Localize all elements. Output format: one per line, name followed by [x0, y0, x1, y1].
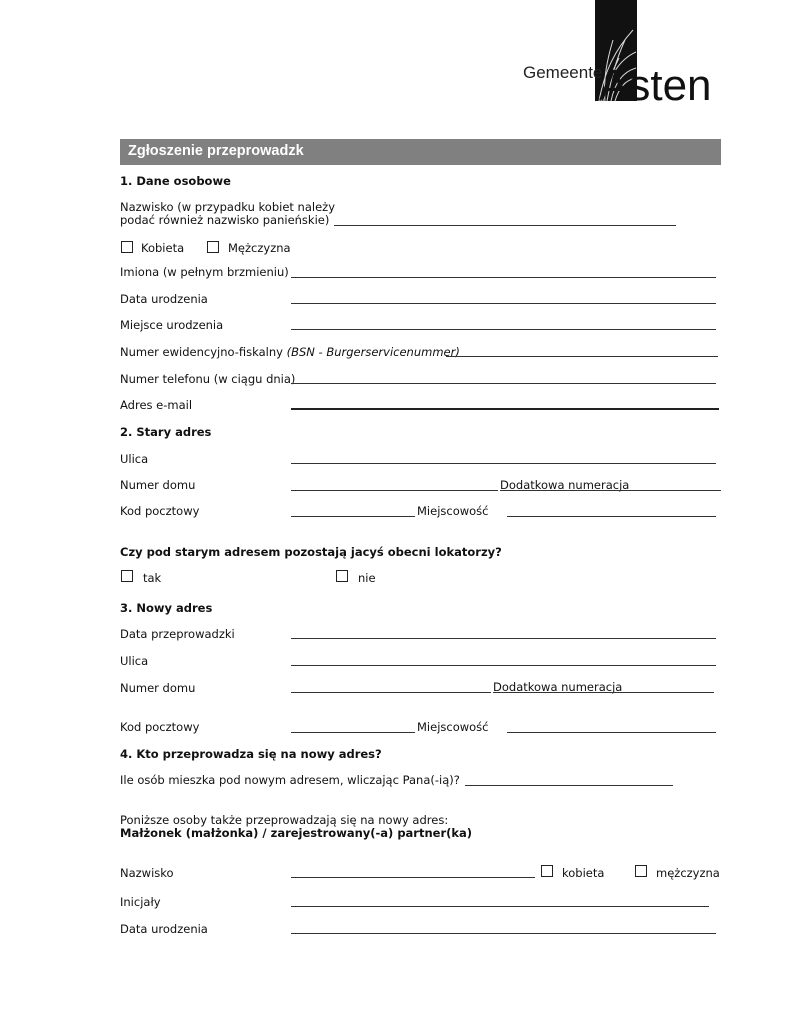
given-names-label: Imiona (w pełnym brzmieniu): [120, 265, 289, 279]
old-city-field[interactable]: [507, 516, 716, 517]
section1-heading: 1. Dane osobowe: [120, 174, 231, 188]
move-date-field[interactable]: [291, 638, 716, 639]
form-title: Zgłoszenie przeprowadzk: [128, 143, 304, 159]
occupants-yes-checkbox[interactable]: [121, 570, 133, 582]
old-extra-number-field[interactable]: [500, 490, 721, 491]
partner-birth-date-label: Data urodzenia: [120, 922, 208, 936]
female-checkbox[interactable]: [121, 241, 133, 253]
surname-field[interactable]: [334, 225, 676, 226]
bsn-field[interactable]: [446, 356, 718, 357]
form-title-banner: [120, 139, 721, 165]
occupants-no-checkbox[interactable]: [336, 570, 348, 582]
birth-date-label: Data urodzenia: [120, 292, 208, 306]
new-extra-number-label: Dodatkowa numeracja: [493, 680, 623, 694]
female-label: Kobieta: [141, 241, 185, 255]
new-house-number-label: Numer domu: [120, 681, 196, 695]
old-postcode-label: Kod pocztowy: [120, 504, 200, 518]
logo-word-gemeente: Gemeente: [523, 63, 603, 82]
old-street-field[interactable]: [291, 463, 716, 464]
male-checkbox[interactable]: [207, 241, 219, 253]
partner-male-label: mężczyzna: [656, 866, 720, 880]
partner-birth-date-field[interactable]: [291, 933, 716, 934]
also-moving-intro: Poniższe osoby także przeprowadzają się na nowy adres:: [120, 813, 449, 827]
old-city-label: Miejscowość: [417, 504, 489, 518]
old-street-label: Ulica: [120, 452, 149, 466]
partner-surname-label: Nazwisko: [120, 866, 174, 880]
given-names-field[interactable]: [291, 277, 716, 278]
bsn-label-text: Numer ewidencyjno-fiskalny: [120, 345, 283, 359]
partner-female-label: kobieta: [562, 866, 605, 880]
new-postcode-label: Kod pocztowy: [120, 720, 200, 734]
birth-place-label: Miejsce urodzenia: [120, 318, 224, 332]
residents-count-field[interactable]: [465, 785, 673, 786]
occupants-yes-label: tak: [143, 571, 162, 585]
surname-label-line1: Nazwisko (w przypadku kobiet należy: [120, 200, 336, 214]
partner-surname-field[interactable]: [291, 877, 535, 878]
partner-female-checkbox[interactable]: [541, 865, 553, 877]
bsn-hint: (BSN - Burgerservicenummer): [286, 345, 460, 359]
partner-initials-label: Inicjały: [120, 895, 161, 909]
move-date-label: Data przeprowadzki: [120, 627, 235, 641]
bsn-label: [120, 345, 460, 359]
new-postcode-field[interactable]: [291, 732, 415, 733]
partner-heading: Małżonek (małżonka) / zarejestrowany(-a) partner(ka): [120, 826, 473, 840]
male-label: Mężczyzna: [228, 241, 291, 255]
old-occupants-question: Czy pod starym adresem pozostają jacyś obecni lokatorzy?: [120, 545, 502, 559]
section3-heading: 3. Nowy adres: [120, 601, 213, 615]
old-house-number-label: Numer domu: [120, 478, 196, 492]
section4-heading: 4. Kto przeprowadza się na nowy adres?: [120, 747, 382, 761]
email-field[interactable]: [291, 408, 719, 410]
new-city-field[interactable]: [507, 732, 716, 733]
old-extra-number-label: Dodatkowa numeracja: [500, 478, 630, 492]
new-street-field[interactable]: [291, 665, 716, 666]
email-label: Adres e-mail: [120, 398, 193, 412]
old-house-number-field[interactable]: [291, 490, 498, 491]
section2-heading: 2. Stary adres: [120, 425, 212, 439]
surname-label-line2: podać również nazwisko panieńskie): [120, 213, 330, 227]
new-extra-number-field[interactable]: [493, 692, 714, 693]
old-postcode-field[interactable]: [291, 516, 415, 517]
partner-male-checkbox[interactable]: [635, 865, 647, 877]
phone-label: Numer telefonu (w ciągu dnia): [120, 372, 296, 386]
new-house-number-field[interactable]: [291, 692, 491, 693]
phone-field[interactable]: [291, 383, 716, 384]
partner-initials-field[interactable]: [291, 906, 709, 907]
municipality-logo: [515, 0, 730, 105]
new-city-label: Miejscowość: [417, 720, 489, 734]
residents-count-label: Ile osób mieszka pod nowym adresem, wliczając Pana(-ią)?: [120, 773, 460, 787]
logo-word-asten: Asten: [599, 61, 712, 105]
birth-place-field[interactable]: [291, 329, 716, 330]
new-street-label: Ulica: [120, 654, 149, 668]
birth-date-field[interactable]: [291, 303, 716, 304]
occupants-no-label: nie: [358, 571, 376, 585]
